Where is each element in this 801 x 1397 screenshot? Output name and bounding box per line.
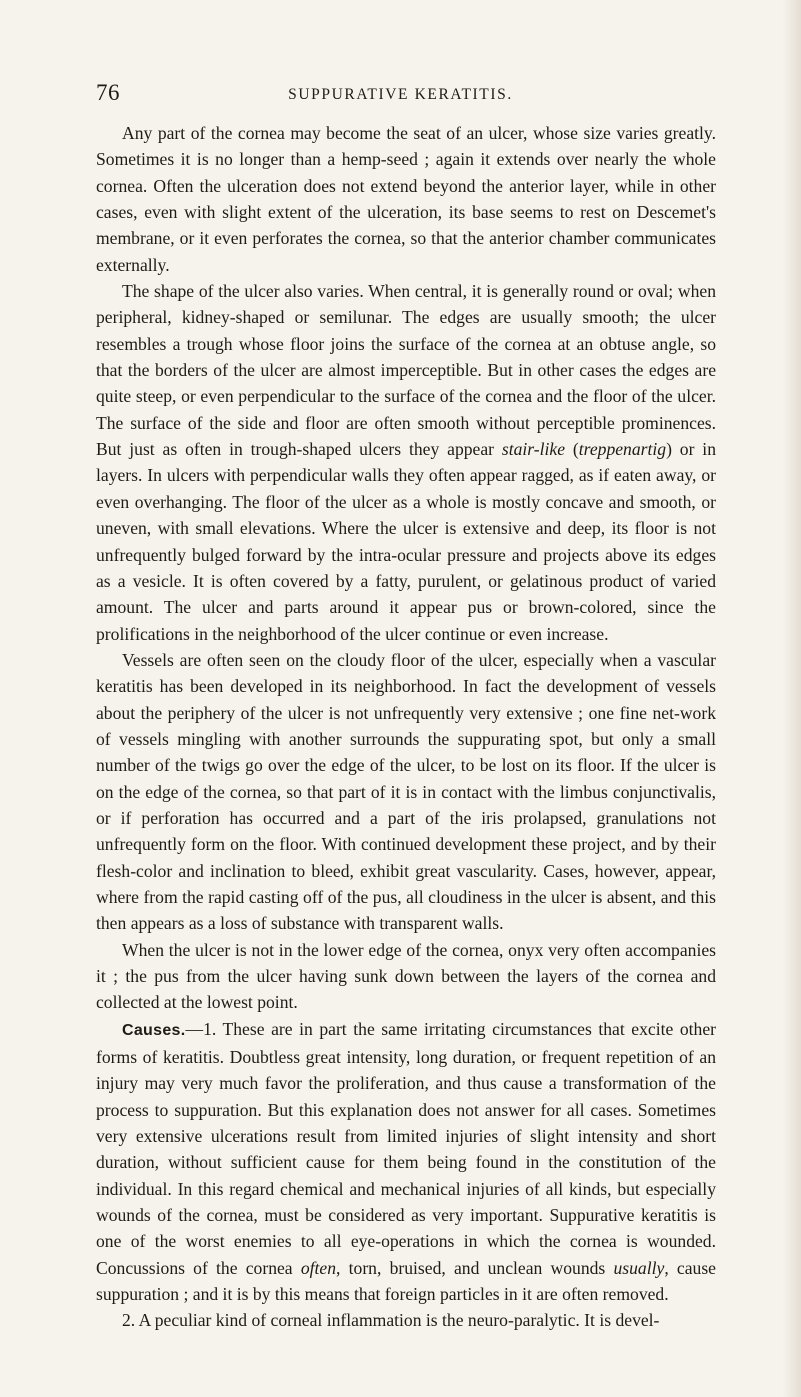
paragraph-neuro-paralytic: 2. A peculiar kind of corneal inflammation is the neuro-paralytic. It is devel-: [122, 1310, 660, 1331]
paragraph-onyx: When the ulcer is not in the lower edge of the cornea, onyx very often accompanies it ; the pus from the ulcer having sunk down between the layers of the cornea and collected at the lowest point.: [96, 939, 716, 1013]
italic-term: often: [300, 1257, 337, 1278]
text-span: The shape of the ulcer also varies. When central, it is generally round or oval; when peripheral, kidney-shaped or semilunar. The edges are usually smooth; the ulcer resembles a trough whose floor joins the surface of the cornea at an obtuse angle, so that the borders of the ulcer are almost imperceptible. But in other cases the edges are quite steep, or even perpendicular to the surface of the cornea and the floor of the ulcer. The surface of the side and floor are often smooth without perceptible prominences. But just as often in trough-shaped ulcers they appear: [96, 281, 716, 460]
paragraph-vessels: Vessels are often seen on the cloudy floor of the ulcer, especially when a vascular keratitis has been developed in its neighborhood. In fact the development of vessels about the periphery of the ulcer is not unfrequently very extensive ; one fine net-work of vessels mingling with another surrounds the suppurating spot, but only a small number of the twigs go over the edge of the ulcer, to be lost on its floor. If the ulcer is on the edge of the cornea, so that part of it is in contact with the limbus conjunctivalis, or if perforation has occurred and a part of the iris prolapsed, granulations not unfrequently form on the floor. With continued development these project, and by their flesh-color and inclination to bleed, exhibit great vascularity. Cases, however, appear, where from the rapid casting off of the pus, all cloudiness in the ulcer is absent, and this then appears as a loss of substance with transparent walls.: [96, 649, 716, 934]
italic-term: stair-like: [501, 439, 566, 460]
paragraph-ulcer-location: Any part of the cornea may become the seat of an ulcer, whose size varies greatly. Sometimes it is no longer than a hemp-seed ; again it extends over nearly the whole cornea. Often the ulceration does not extend beyond the anterior layer, while in other cases, even with slight extent of the ulceration, its base seems to rest on Descemet's membrane, or it even perforates the cornea, so that the anterior chamber communicates externally.: [96, 123, 716, 275]
paragraph-ulcer-shape: [96, 278, 716, 647]
italic-term: treppenartig: [578, 439, 667, 460]
paragraph-causes: [96, 1016, 716, 1308]
page-number: 76: [96, 80, 120, 105]
page-edge-shadow: [783, 0, 801, 1397]
text-span: ) or in layers. In ulcers with perpendicular walls they often appear ragged, as if eaten away, or even overhanging. The floor of the ulcer as a whole is mostly concave and smooth, or uneven, with small elevations. Where the ulcer is extensive and deep, its floor is not unfrequently bulged forward by the intra-ocular pressure and projects above its edges as a vesicle. It is often covered by a fatty, purulent, or gelatinous product of varied amount. The ulcer and parts around it appear pus or brown-colored, since the prolifications in the neighborhood of the ulcer continue or even increase.: [96, 439, 716, 644]
section-heading-causes: Causes.: [122, 1021, 186, 1039]
italic-term: usually: [613, 1257, 665, 1278]
text-span: —1. These are in part the same irritating circumstances that excite other forms of keratitis. Doubtless great intensity, long duration, or frequent repetition of an injury may very much favor the proliferation, and thus cause a transformation of the process to suppuration. But this explanation does not answer for all cases. Sometimes very extensive ulcerations result from limited injuries of slight intensity and short duration, without sufficient cause for them being found in the constitution of the individual. In this regard chemical and mechanical injuries of all kinds, but especially wounds of the cornea, must be considered as very important. Suppurative keratitis is one of the worst enemies to all eye-operations in which the cornea is wounded. Concussions of the cornea: [96, 1018, 716, 1278]
body-text: [96, 120, 716, 1334]
text-span: (: [565, 439, 579, 460]
text-span: , torn, bruised, and unclean wounds: [336, 1257, 614, 1278]
running-title: SUPPURATIVE KERATITIS.: [288, 86, 513, 103]
text-span: , cause suppuration ; and it is by this means that foreign particles in it are often removed.: [96, 1257, 716, 1305]
